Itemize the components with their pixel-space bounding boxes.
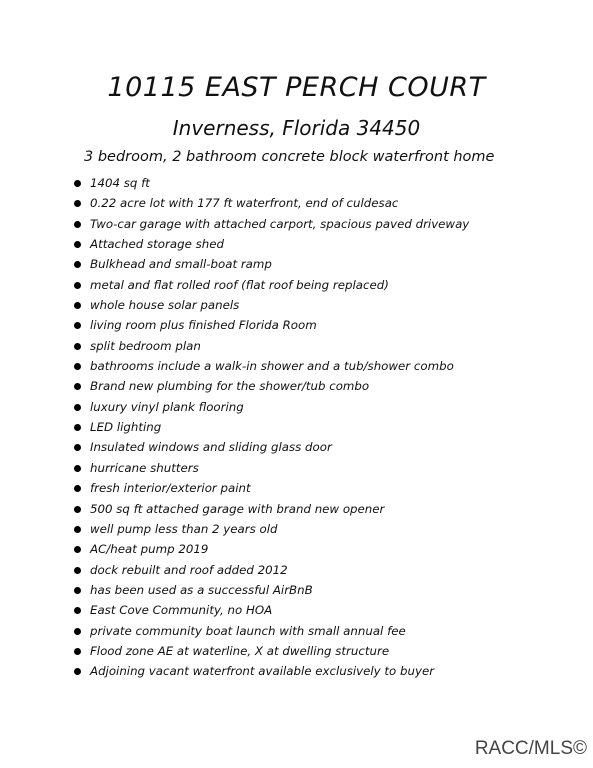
- bullet-icon: [74, 444, 81, 451]
- bullet-icon: [74, 628, 81, 635]
- feature-list-item: [72, 458, 469, 478]
- feature-list-item: [72, 661, 469, 681]
- feature-list-item: [72, 417, 469, 437]
- bullet-icon: [74, 668, 81, 675]
- bullet-icon: [74, 322, 81, 329]
- feature-text: well pump less than 2 years old: [90, 521, 278, 536]
- bullet-icon: [74, 302, 81, 309]
- feature-list-item: [72, 315, 469, 335]
- feature-list-item: [72, 336, 469, 356]
- bullet-icon: [74, 587, 81, 594]
- bullet-icon: [74, 526, 81, 533]
- feature-text: 1404 sq ft: [90, 176, 150, 190]
- feature-text: fresh interior/exterior paint: [90, 481, 251, 496]
- feature-text: dock rebuilt and roof added 2012: [90, 562, 288, 577]
- bullet-icon: [74, 567, 81, 574]
- feature-list-item: [72, 214, 469, 234]
- bullet-icon: [74, 180, 81, 187]
- bullet-icon: [74, 221, 81, 228]
- bullet-icon: [74, 424, 81, 431]
- feature-list-item: [72, 519, 469, 539]
- bullet-icon: [74, 485, 81, 492]
- bullet-icon: [74, 465, 81, 472]
- feature-text: Insulated windows and sliding glass door: [90, 440, 332, 455]
- property-headline: 3 bedroom, 2 bathroom concrete block waterfront home: [84, 149, 495, 165]
- feature-text: Attached storage shed: [90, 237, 224, 252]
- bullet-icon: [74, 546, 81, 553]
- feature-list-item: [72, 600, 469, 620]
- feature-list-item: [72, 397, 469, 417]
- feature-list-item: [72, 499, 469, 519]
- feature-list-item: [72, 234, 469, 254]
- mls-watermark: RACC/MLS©: [474, 738, 587, 759]
- feature-list-item: [72, 295, 469, 315]
- bullet-icon: [74, 343, 81, 350]
- bullet-icon: [74, 363, 81, 370]
- feature-text: split bedroom plan: [90, 338, 201, 353]
- feature-list-item: [72, 275, 469, 295]
- feature-text: bathrooms include a walk-in shower and a tub/shower combo: [90, 359, 454, 374]
- feature-text: Bulkhead and small-boat ramp: [90, 257, 272, 272]
- feature-list: [72, 173, 469, 682]
- feature-text: 0.22 acre lot with 177 ft waterfront, end of culdesac: [90, 196, 399, 211]
- bullet-icon: [74, 241, 81, 248]
- feature-list-item: [72, 478, 469, 498]
- feature-text: LED lighting: [90, 420, 162, 435]
- feature-list-item: [72, 173, 469, 193]
- bullet-icon: [74, 506, 81, 513]
- feature-list-item: [72, 356, 469, 376]
- bullet-icon: [74, 648, 81, 655]
- feature-list-item: [72, 254, 469, 274]
- feature-text: AC/heat pump 2019: [90, 542, 209, 557]
- feature-text: living room plus finished Florida Room: [90, 318, 317, 333]
- bullet-icon: [74, 200, 81, 207]
- feature-text: has been used as a successful AirBnB: [90, 582, 313, 597]
- bullet-icon: [74, 383, 81, 390]
- feature-list-item: [72, 641, 469, 661]
- feature-text: luxury vinyl plank flooring: [90, 399, 244, 414]
- feature-list-item: [72, 193, 469, 213]
- feature-text: East Cove Community, no HOA: [90, 603, 273, 618]
- property-address-title: 10115 EAST PERCH COURT: [107, 72, 486, 103]
- bullet-icon: [74, 282, 81, 289]
- feature-list-item: [72, 376, 469, 396]
- feature-text: Brand new plumbing for the shower/tub combo: [90, 379, 370, 394]
- bullet-icon: [74, 261, 81, 268]
- feature-list-item: [72, 560, 469, 580]
- feature-text: whole house solar panels: [90, 298, 240, 313]
- feature-list-item: [72, 539, 469, 559]
- feature-list-item: [72, 580, 469, 600]
- bullet-icon: [74, 607, 81, 614]
- property-city-subtitle: Inverness, Florida 34450: [172, 116, 421, 140]
- feature-text: private community boat launch with small annual fee: [90, 623, 406, 638]
- feature-list-item: [72, 437, 469, 457]
- feature-text: hurricane shutters: [90, 460, 199, 475]
- feature-list-item: [72, 621, 469, 641]
- bullet-icon: [74, 404, 81, 411]
- feature-text: metal and flat rolled roof (flat roof being replaced): [90, 277, 389, 292]
- feature-text: 500 sq ft attached garage with brand new opener: [90, 501, 385, 516]
- feature-text: Adjoining vacant waterfront available exclusively to buyer: [90, 664, 435, 679]
- feature-text: Two-car garage with attached carport, spacious paved driveway: [90, 216, 470, 231]
- feature-text: Flood zone AE at waterline, X at dwelling structure: [90, 643, 390, 658]
